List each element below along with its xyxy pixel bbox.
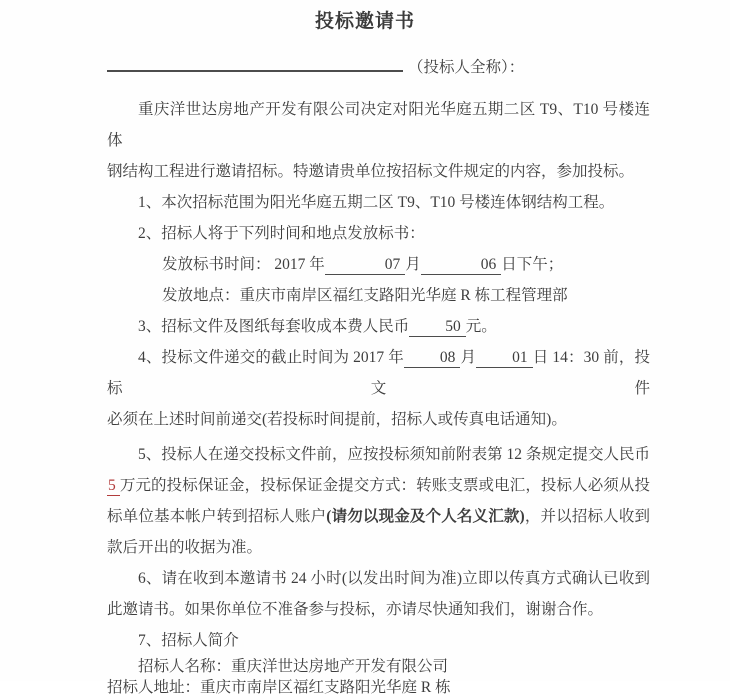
document-title: 投标邀请书 — [314, 11, 415, 32]
remittance-warning-bold: (请勿以现金及个人名义汇款) — [326, 508, 525, 525]
item-5-line-4: 款后开出的收据为准。 — [107, 539, 263, 556]
issue-month-unit: 月 — [405, 256, 421, 273]
item-5-line-3 — [107, 501, 650, 532]
item-4-line-1 — [107, 342, 650, 404]
deposit-amount-underlined-red: 5 — [107, 476, 120, 496]
issue-month-underlined: 07 — [325, 255, 406, 275]
intro-line-1: 重庆洋世达房地产开发有限公司决定对阳光华庭五期二区 T9、T10 号楼连体 — [107, 101, 650, 149]
issue-time-suffix: 日下午； — [501, 256, 564, 273]
issue-time-line — [107, 249, 650, 280]
bidder-name-line: 招标人名称：重庆洋世达房地产开发有限公司 — [138, 658, 449, 675]
item-6 — [107, 563, 650, 625]
deadline-day-underlined: 01 — [476, 348, 533, 368]
bidder-address-line: 招标人地址：重庆市南岸区福红支路阳光华庭 R 栋 — [107, 679, 451, 696]
item-5-line-1: 5、投标人在递交投标文件前，应按投标须知前附表第 12 条规定提交人民币 — [138, 446, 650, 463]
item-5-line-2 — [107, 470, 650, 501]
bidder-fullname-row — [107, 52, 650, 83]
item-3-suffix: 元。 — [465, 318, 497, 335]
issue-place-line: 发放地点：重庆市南岸区福红支路阳光华庭 R 栋工程管理部 — [162, 287, 568, 304]
item-3 — [107, 311, 650, 342]
item-2: 2、招标人将于下列时间和地点发放标书： — [138, 225, 425, 242]
issue-time-prefix: 发放标书时间： 2017 年 — [162, 256, 325, 273]
bidder-info-block — [107, 656, 650, 698]
intro-line-2: 钢结构工程进行邀请招标。特邀请贵单位按招标文件规定的内容，参加投标。 — [107, 163, 635, 180]
item-4-line-1-suffix: 日 14：30 前，投标文件 — [107, 349, 650, 397]
item-7: 7、招标人简介 — [138, 632, 239, 649]
item-6-line-1: 6、请在收到本邀请书 24 小时(以发出时间为准)立即以传真方式确认已收到 — [138, 570, 650, 587]
item-4 — [107, 342, 650, 435]
item-5-line-3-post: ，并以招标人收到 — [524, 508, 650, 525]
item-1: 1、本次招标范围为阳光华庭五期二区 T9、T10 号楼连体钢结构工程。 — [138, 194, 615, 211]
bidder-fullname-label: （投标人全称）： — [408, 59, 525, 76]
deadline-month-unit: 月 — [460, 349, 477, 366]
item-4-prefix: 4、投标文件递交的截止时间为 2017 年 — [138, 349, 404, 366]
document-body — [0, 52, 730, 698]
intro-paragraph — [107, 94, 650, 187]
item-5 — [107, 439, 650, 563]
item-5-line-3-pre: 标单位基本帐户转到招标人账户 — [107, 508, 327, 525]
doc-fee-underlined: 50 — [409, 317, 466, 337]
bidder-fullname-blank-underline — [107, 57, 403, 72]
item-3-prefix: 3、招标文件及图纸每套收成本费人民币 — [138, 318, 410, 335]
item-4-line-2: 必须在上述时间前递交(若投标时间提前，招标人或传真电话通知)。 — [107, 411, 567, 428]
item-6-line-2: 此邀请书。如果你单位不准备参与投标，亦请尽快通知我们，谢谢合作。 — [107, 601, 604, 618]
issue-day-underlined: 06 — [421, 255, 502, 275]
deadline-month-underlined: 08 — [404, 348, 461, 368]
item-5-line-2-rest: 万元的投标保证金，投标保证金提交方式：转账支票或电汇，投标人必须从投 — [119, 477, 650, 494]
